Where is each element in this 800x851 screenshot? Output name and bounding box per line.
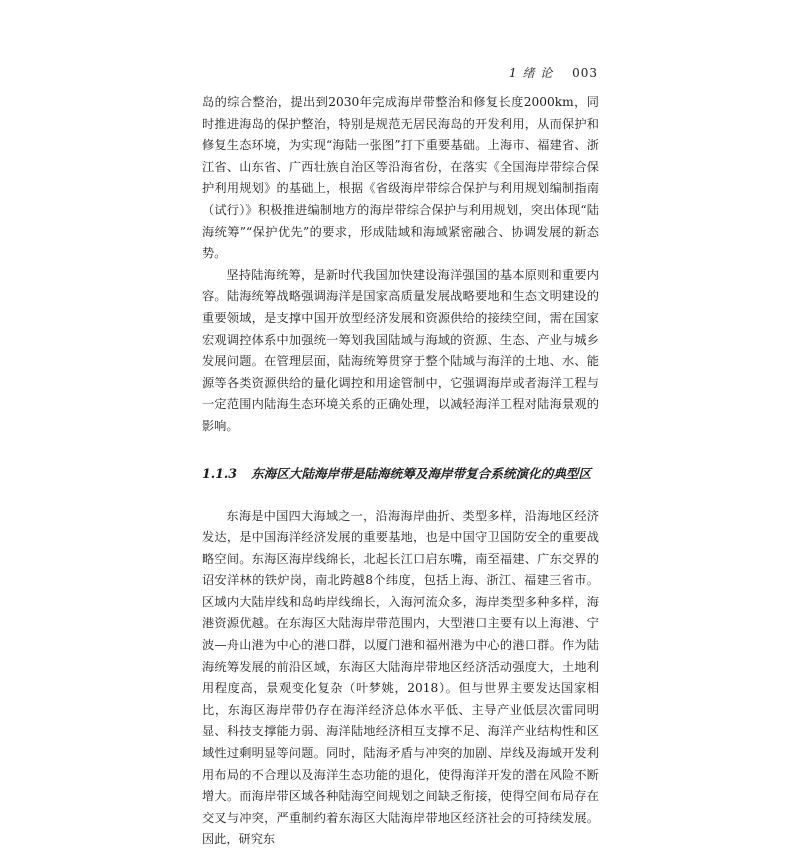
section-title: 东海区大陆海岸带是陆海统筹及海岸带复合系统演化的典型区 (251, 466, 591, 481)
page-number: 003 (572, 66, 598, 80)
paragraph-2: 坚持陆海统筹，是新时代我国加快建设海洋强国的基本原则和重要内容。陆海统筹战略强调海洋是国家高质量发展战略要地和生态文明建设的重要领域，是支撑中国开放型经济发展和资源供给的接续空间，需在国家宏观调控体系中加强统一筹划我国陆域与海域的资源、生态、产业与城乡发展问题。在管理层面，陆海统筹贯穿于整个陆域与海洋的土地、水、能源等各类资源供给的量化调控和用途管制中，它强调海岸或者海洋工程与一定范围内陆海生态环境关系的正确处理，以减轻海洋工程对陆海景观的影响。 (202, 265, 599, 438)
paragraph-3: 东海是中国四大海域之一，沿海海岸曲折、类型多样，沿海地区经济发达，是中国海洋经济发展的重要基地，也是中国守卫国防安全的重要战略空间。东海区海岸线绵长，北起长江口启东嘴，南至福建、广东交界的诏安洋林的铁炉岗，南北跨越8个纬度，包括上海、浙江、福建三省市。区域内大陆岸线和岛屿岸线绵长，入海河流众多，海岸类型多种多样，海港资源优越。在东海区大陆海岸带范围内，大型港口主要有以上海港、宁波—舟山港为中心的港口群，以厦门港和福州港为中心的港口群。作为陆海统筹发展的前沿区域，东海区大陆海岸带地区经济活动强度大，土地利用程度高，景观变化复杂（叶梦姚，2018）。但与世界主要发达国家相比，东海区海岸带仍存在海洋经济总体水平低、主导产业低层次雷同明显、科技支撑能力弱、海洋陆地经济相互支撑不足、海洋产业结构性和区域性过剩明显等问题。同时，陆海矛盾与冲突的加剧、岸线及海域开发利用布局的不合理以及海洋生态功能的退化，使得海洋开发的潜在风险不断增大。而海岸带区域各种陆海空间规划之间缺乏衔接，使得空间布局存在交叉与冲突，严重制约着东海区大陆海岸带地区经济社会的可持续发展。因此，研究东 (202, 506, 599, 851)
section-number: 1.1.3 (202, 466, 237, 481)
body-text (202, 92, 599, 851)
section-heading (202, 464, 599, 484)
paragraph-1: 岛的综合整治，提出到2030年完成海岸带整治和修复长度2000km，同时推进海岛的保护整治，特别是规范无居民海岛的开发利用，从而保护和修复生态环境，为实现“海陆一张图”打下重要基础。上海市、福建省、浙江省、山东省、广西壮族自治区等沿海省份，在落实《全国海岸带综合保护利用规划》的基础上，根据《省级海岸带综合保护与利用规划编制指南（试行）》积极推进编制地方的海岸带综合保护与利用规划，突出体现“陆海统筹”“保护优先”的要求，形成陆域和海域紧密融合、协调发展的新态势。 (202, 92, 599, 265)
chapter-title: 1 绪 论 (509, 66, 553, 80)
running-head (509, 64, 598, 81)
